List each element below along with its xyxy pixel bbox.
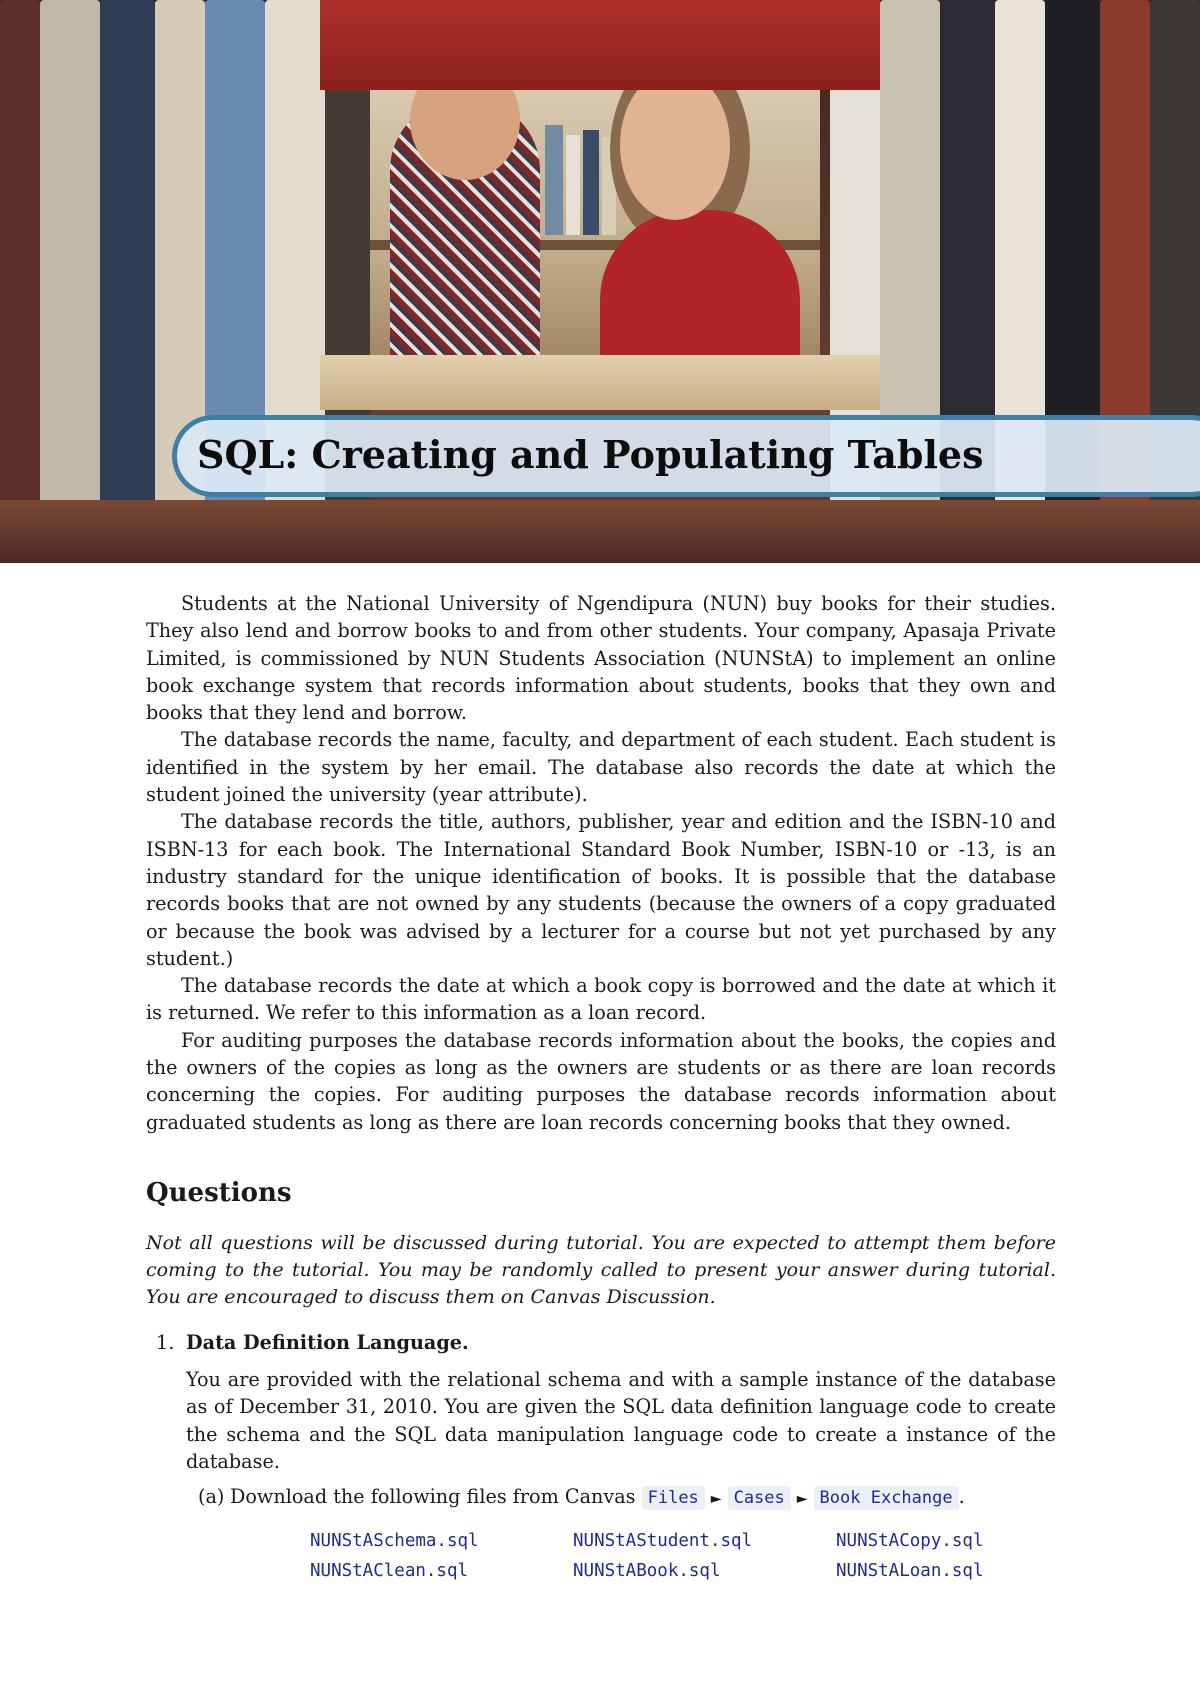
question-title: Data Definition Language. [186,1330,469,1354]
file-link-book[interactable]: NUNStABook.sql [573,1561,721,1582]
sub-question-label: (a) [198,1485,225,1509]
paragraph: Students at the National University of Ngendipura (NUN) buy books for their studies. They also lend and borrow books to and from other students. Your company, Apasaja Private Limited, is commissioned by NUN Students Association (NUNStA) to implement an online book exchange system that records information about students, books that they own and books that they lend and borrow. [146,592,1056,725]
content [146,590,1056,1583]
red-book-top [320,0,880,90]
path-files[interactable]: Files [642,1486,705,1510]
file-link-schema[interactable]: NUNStASchema.sql [310,1531,479,1552]
sub-question-text: Download the following files from Canvas [230,1485,636,1509]
book-spine [0,0,40,520]
sentence-end: . [958,1485,965,1509]
shelf-window [370,90,820,375]
page-title: SQL: Creating and Populating Tables [197,432,984,477]
path-book-exchange[interactable]: Book Exchange [814,1486,959,1510]
file-list [310,1529,1056,1583]
book-bottom [320,355,880,410]
file-link-clean[interactable]: NUNStAClean.sql [310,1561,469,1582]
file-link-loan[interactable]: NUNStALoan.sql [836,1561,984,1582]
file-link-student[interactable]: NUNStAStudent.sql [573,1531,753,1552]
sub-question-a [186,1483,1056,1513]
paragraph: For auditing purposes the database records information about the books, the copies and the owners of the copies as long as the owners are students or as there are loan records concerning the copies. For auditing purposes the database records information about graduated students as long as there are loan records concerning books that they owned. [146,1028,1056,1134]
hero-banner [0,0,1200,563]
question-text: You are provided with the relational schema and with a sample instance of the database as of December 31, 2010. You are given the SQL data definition language code to create the schema and the SQL data manipulation language code to create a instance of the database. [186,1367,1056,1473]
path-cases[interactable]: Cases [728,1486,791,1510]
questions-heading: Questions [146,1177,292,1208]
paragraph: The database records the date at which a book copy is borrowed and the date at which it is returned. We refer to this information as a loan record. [146,974,1056,1025]
title-bar [172,415,1200,497]
shelf-bottom [0,500,1200,563]
question-1 [146,1329,1056,1583]
arrow-right-icon: ► [796,1491,808,1508]
file-link-copy[interactable]: NUNStACopy.sql [836,1531,984,1552]
book-spine [40,0,100,520]
book-spine [100,0,155,520]
question-number: 1. [156,1330,175,1354]
arrow-right-icon: ► [710,1491,722,1508]
paragraph: The database records the name, faculty, and department of each student. Each student is identified in the system by her email. The database also records the date at which the student joined the university (year attribute). [146,728,1056,807]
questions-note: Not all questions will be discussed during tutorial. You are expected to attempt them before coming to the tutorial. You may be randomly called to present your answer during tutorial. You are encouraged to discuss them on Canvas Discussion. [146,1231,1056,1308]
paragraph: The database records the title, authors, publisher, year and edition and the ISBN-10 and ISBN-13 for each book. The International Standard Book Number, ISBN-10 or -13, is an industry standard for the unique identification of books. It is possible that the database records books that are not owned by any students (because the owners of a copy graduated or because the book was advised by a lecturer for a course but not yet purchased by any student.) [146,810,1056,970]
person-right [600,210,800,375]
